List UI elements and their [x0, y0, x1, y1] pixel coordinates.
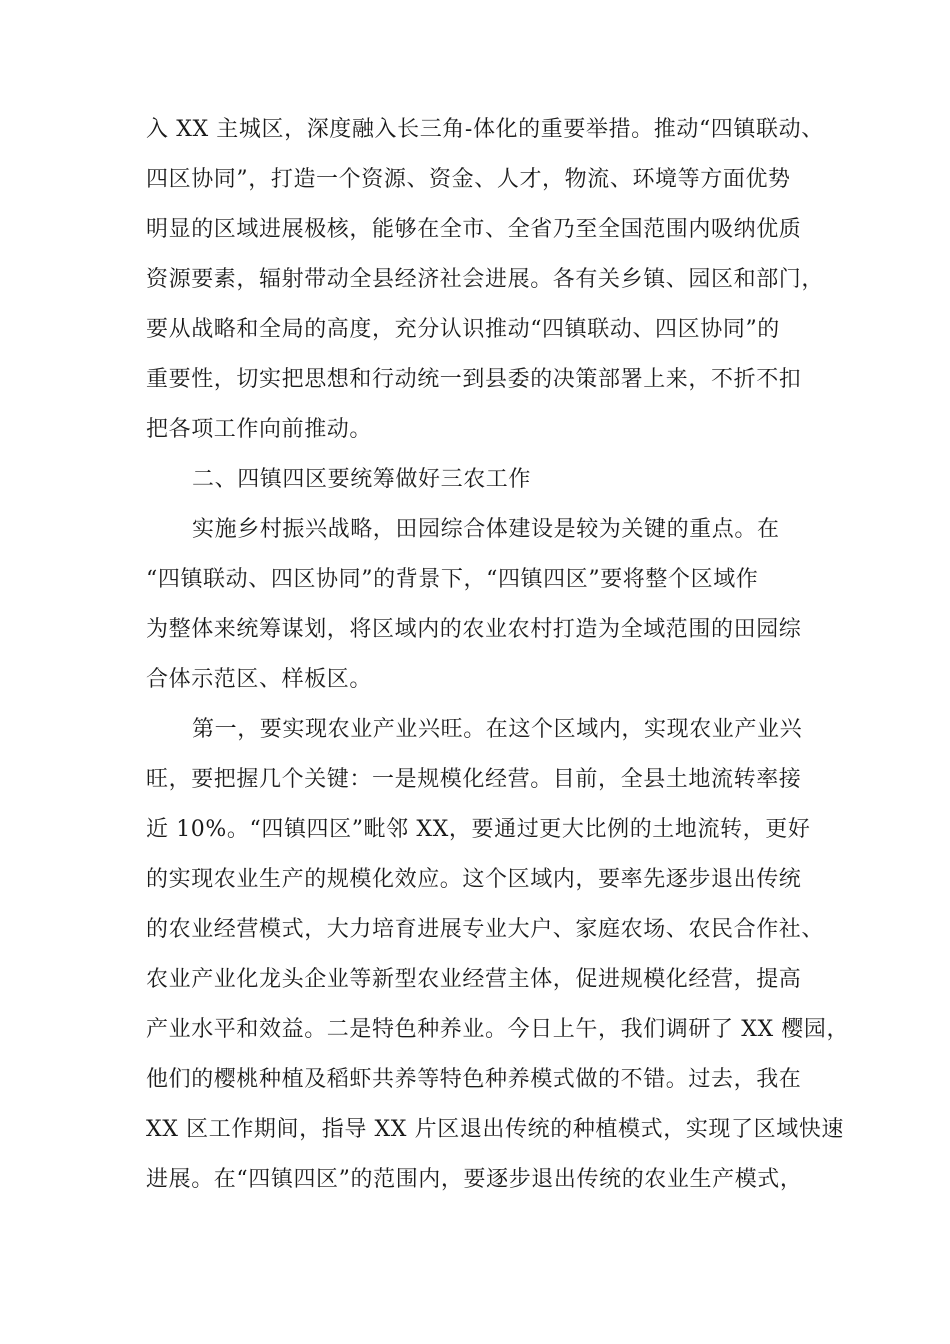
text-line: 重要性，切实把思想和行动统一到县委的决策部署上来，不折不扣 [146, 367, 802, 392]
text-line: 把各项工作向前推动。 [146, 417, 373, 442]
text-line: 为整体来统筹谋划，将区域内的农业农村打造为全域范围的田园综 [146, 617, 802, 642]
text-line: 的农业经营模式，大力培育进展专业大户、家庭农场、农民合作社、 [146, 917, 825, 942]
text-line: 入 XX 主城区，深度融入长三角-体化的重要举措。推动“四镇联动、 [146, 117, 824, 142]
text-line: 四区协同”，打造一个资源、资金、人才，物流、环境等方面优势 [146, 167, 791, 192]
text-line: 进展。在“四镇四区”的范围内，要逐步退出传统的农业生产模式， [146, 1167, 803, 1192]
text-line: 资源要素，辐射带动全县经济社会进展。各有关乡镇、园区和部门， [146, 267, 825, 292]
text-line: 要从战略和全局的高度，充分认识推动“四镇联动、四区协同”的 [146, 317, 780, 342]
text-line: 第一，要实现农业产业兴旺。在这个区域内，实现农业产业兴 [192, 717, 803, 742]
text-line: 旺，要把握几个关键：一是规模化经营。目前，全县土地流转率接 [146, 767, 802, 792]
text-line: XX 区工作期间，指导 XX 片区退出传统的种植模式，实现了区域快速 [146, 1117, 845, 1142]
text-line: 他们的樱桃种植及稻虾共养等特色种养模式做的不错。过去，我在 [146, 1067, 802, 1092]
section-heading: 二、四镇四区要统筹做好三农工作 [192, 467, 532, 492]
text-line: 合体示范区、样板区。 [146, 667, 373, 692]
text-line: 实施乡村振兴战略，田园综合体建设是较为关键的重点。在 [192, 517, 780, 542]
text-line: 农业产业化龙头企业等新型农业经营主体，促进规模化经营，提高 [146, 967, 802, 992]
text-line: “四镇联动、四区协同”的背景下，“四镇四区”要将整个区域作 [146, 567, 759, 592]
text-line: 产业水平和效益。二是特色种养业。今日上午，我们调研了 XX 樱园， [146, 1017, 850, 1042]
text-line: 明显的区域进展极核，能够在全市、全省乃至全国范围内吸纳优质 [146, 217, 802, 242]
text-line: 的实现农业生产的规模化效应。这个区域内，要率先逐步退出传统 [146, 867, 802, 892]
text-line: 近 10%。“四镇四区”毗邻 XX，要通过更大比例的土地流转，更好 [146, 817, 811, 842]
body-text [146, 105, 850, 1205]
